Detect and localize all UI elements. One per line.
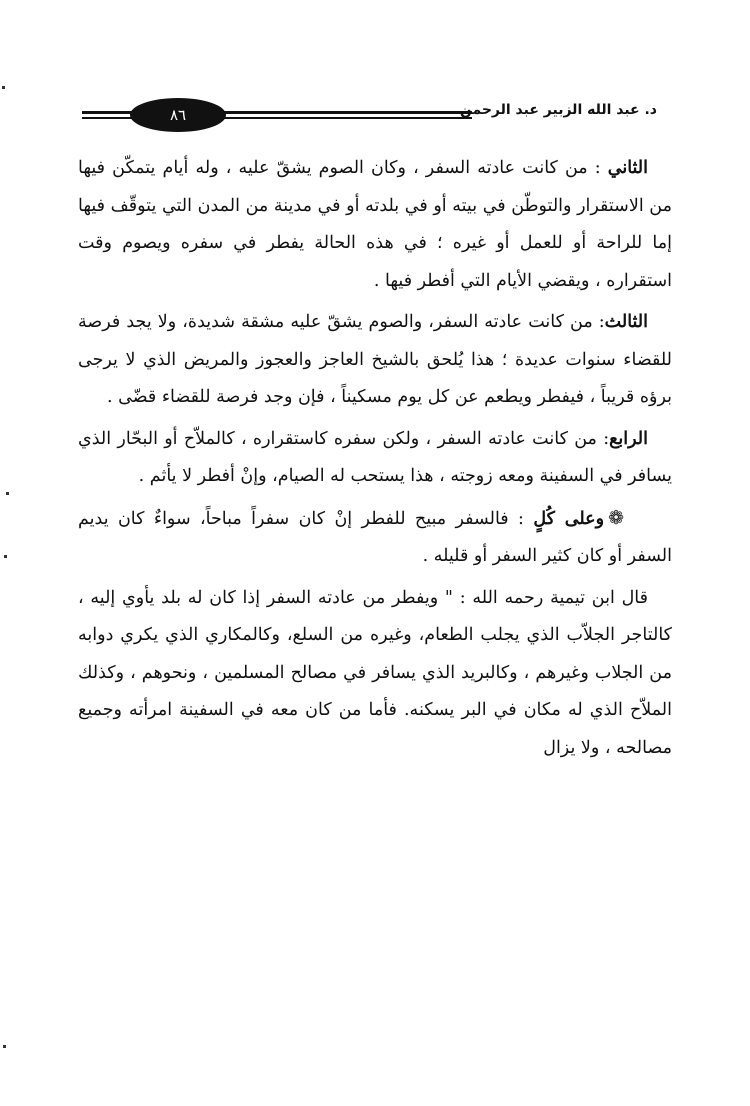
- author-name: د. عبد الله الزبير عبد الرحمن: [459, 102, 657, 118]
- page-body: [78, 150, 672, 767]
- paragraph-text: قال ابن تيمية رحمه الله : " ويفطر من عادته السفر إذا كان له بلد يأوي إليه ، كالتاجر الجلاّب الذي يجلب الطعام، وغيره من السلع، وكالمكاري الذي يكري دوابه من الجلاب وغيرهم ، وكالبريد الذي يسافر في مصالح المسلمين ، ونحوهم ، وكذلك الملاّح الذي له مكان في البر يسكنه. فأما من كان معه في السفينة امرأته وجميع مصالحه ، ولا يزال: [78, 587, 672, 758]
- page-number-badge: [130, 98, 226, 132]
- paragraph-label: الثالث: [604, 312, 648, 332]
- scan-mark: [2, 86, 5, 89]
- page-number: ٨٦: [169, 106, 187, 124]
- scan-mark: [3, 1045, 6, 1048]
- paragraph-label: الثاني: [607, 158, 648, 178]
- paragraph-fourth: [78, 421, 672, 496]
- scan-mark: [4, 555, 7, 558]
- flower-ornament-icon: ❁: [608, 506, 624, 529]
- paragraph-label: الرابع: [609, 428, 648, 449]
- paragraph-quote: [78, 580, 672, 768]
- paragraph-text: : من كانت عادته السفر ، ولكن سفره كاستقراره ، كالملاّح أو البحّار الذي يسافر في السفينة ومعه زوجته ، هذا يستحب له الصيام، وإنْ أفطر لا يأثم .: [78, 428, 672, 486]
- paragraph-text: : من كانت عادته السفر، والصوم يشقّ عليه مشقة شديدة، ولا يجد فرصة للقضاء سنوات عديدة ؛ هذا يُلحق بالشيخ العاجز والعجوز والمريض الذي لا يرجى برؤه قريباً ، فيفطر ويطعم عن كل يوم مسكيناً ، فإن وجد فرصة للقضاء قضّى .: [78, 312, 672, 407]
- paragraph-conclusion: [78, 500, 672, 576]
- paragraph-label: وعلى كُلٍ: [533, 508, 605, 529]
- paragraph-text: : من كانت عادته السفر ، وكان الصوم يشقّ عليه ، وله أيام يتمكّن فيها من الاستقرار والتوطّن في بيته أو في بلدته أو في مدينة من المدن التي يتوقّف فيها إما للراحة أو للعمل أو غيره ؛ في هذه الحالة يفطر في سفره ويصوم وقت استقراره ، ويقضي الأيام التي أفطر فيها .: [78, 158, 672, 291]
- paragraph-second: [78, 150, 672, 300]
- page-header: [82, 96, 657, 136]
- paragraph-text: : فالسفر مبيح للفطر إنْ كان سفراً مباحاً، سواءٌ كان يديم السفر أو كان كثير السفر أو قليله .: [78, 508, 672, 566]
- paragraph-third: [78, 304, 672, 417]
- scan-mark: [6, 492, 9, 495]
